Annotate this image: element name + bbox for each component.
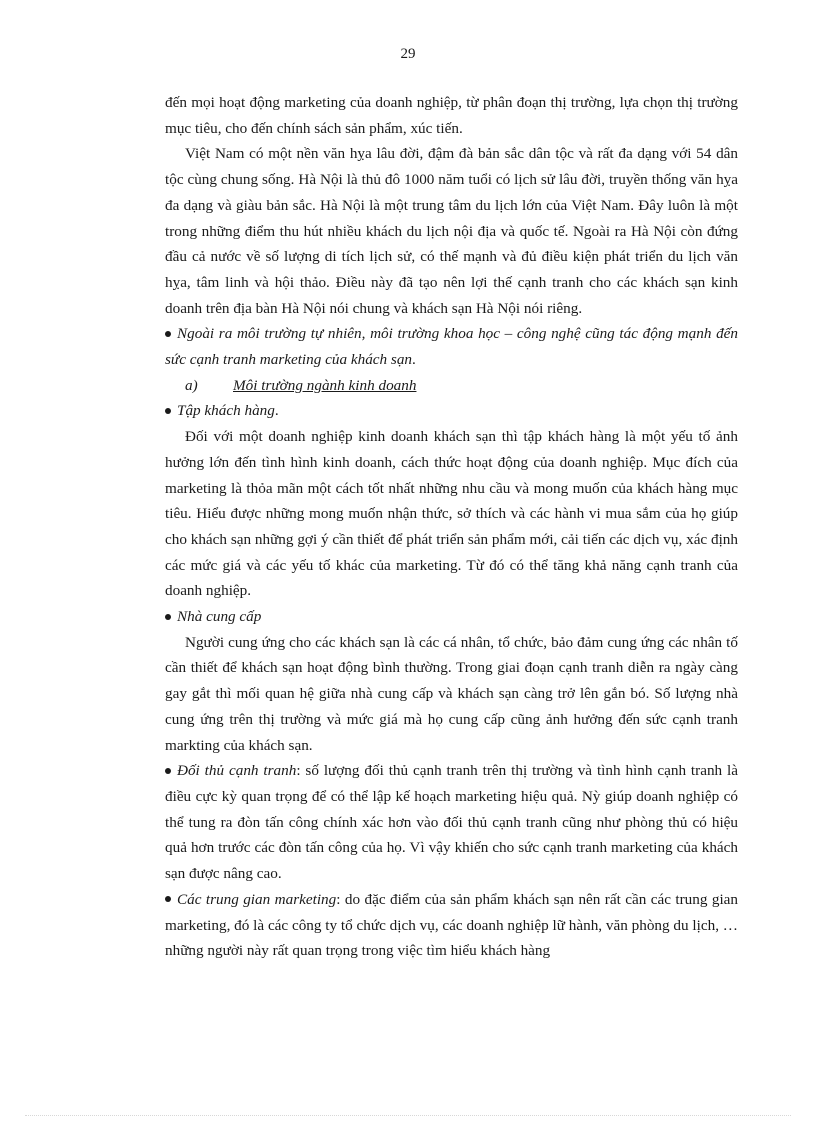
bullet-icon bbox=[165, 614, 171, 620]
bullet-suppliers-label: Nhà cung cấp bbox=[177, 608, 262, 626]
paragraph-customers: Đối với một doanh nghiệp kinh doanh khách sạn thì tập khách hàng là một yếu tố ảnh hưởng lớn đến tình hình kinh doanh, cách thức hoạt động của doanh nghiệp. Mục đích của marketing là thỏa mãn một cách tốt nhất những nhu cầu và mong muốn của khách hàng mục tiêu. Hiểu được những mong muốn nhận thức, sở thích và các hành vi mua sắm của họ giúp cho khách sạn những gợi ý cần thiết để phát triển sản phẩm mới, cải tiến các dịch vụ, xác định các mức giá và các yếu tố khác của marketing. Từ đó có thể tăng khả năng cạnh tranh của doanh nghiệp. bbox=[165, 428, 738, 600]
bullet-icon bbox=[165, 896, 171, 902]
bullet-icon bbox=[165, 331, 171, 337]
paragraph-suppliers: Người cung ứng cho các khách sạn là các cá nhân, tổ chức, bảo đảm cung ứng các nhân tố cần thiết để khách sạn hoạt động bình thường. Trong giai đoạn cạnh tranh diễn ra ngày càng gay gắt thì mối quan hệ giữa nhà cung cấp và khách sạn càng trở lên gắn bó. Số lượng nhà cung ứng trên thị trường và mức giá mà họ cung cấp cũng ảnh hưởng đến sức cạnh tranh markting của khách sạn. bbox=[165, 633, 738, 754]
section-number: a) bbox=[185, 376, 198, 394]
bullet-competitors-label: Đối thủ cạnh tranh bbox=[177, 762, 297, 780]
page-number: 29 bbox=[400, 46, 416, 62]
bullet-customers bbox=[165, 398, 738, 424]
section-title: Môi trường ngành kinh doanh bbox=[233, 376, 417, 394]
bullet-natural-environment-end: . bbox=[412, 351, 416, 369]
paragraph-continuation: đến mọi hoạt động marketing của doanh nghiệp, từ phân đoạn thị trường, lựa chọn thị trường mục tiêu, cho đến chính sách sản phẩm, xúc tiến. bbox=[165, 94, 738, 137]
section-heading bbox=[165, 373, 738, 399]
bullet-suppliers bbox=[165, 604, 738, 630]
bullet-customers-end: . bbox=[274, 402, 279, 420]
paragraph-vietnam-culture: Việt Nam có một nền văn hỵa lâu đời, đậm đà bản sắc dân tộc và rất đa dạng với 54 dân tộc cùng chung sống. Hà Nội là thủ đô 1000 năm tuổi có lịch sử lâu đời, truyền thống văn hỵa đa dạng và giàu bản sắc. Hà Nội là một trung tâm du lịch lớn của Việt Nam. Đây luôn là một trong những điểm thu hút nhiều khách du lịch nội địa và quốc tế. Ngoài ra Hà Nội còn đứng đầu cả nước về số lượng di tích lịch sử, có thế mạnh và đủ điều kiện phát triển du lịch văn hỵa, tâm linh và hội thảo. Điều này đã tạo nên lợi thế cạnh tranh cho các khách sạn kinh doanh trên địa bàn Hà Nội nói chung và khách sạn Hà Nội nói riêng. bbox=[165, 145, 738, 317]
bullet-natural-environment-text: Ngoài ra môi trường tự nhiên, môi trường khoa học – công nghệ cũng tác động mạnh đến sức cạnh tranh marketing của khách sạn bbox=[165, 325, 738, 369]
page-body bbox=[165, 90, 738, 964]
bullet-intermediaries-text: : do đặc điểm của sản phẩm khách sạn nên rất cần các trung gian marketing, đó là các công ty tổ chức dịch vụ, các doanh nghiệp lữ hành, văn phòng du lịch, …những người này rất quan trọng trong việc tìm hiểu khách hàng bbox=[165, 890, 738, 960]
bullet-customers-label: Tập khách hàng bbox=[177, 402, 275, 420]
bullet-competitors bbox=[165, 758, 738, 887]
bullet-intermediaries bbox=[165, 887, 738, 964]
bullet-competitors-text: : số lượng đối thủ cạnh tranh trên thị trường và tình hình cạnh tranh là điều cực kỳ quan trọng để có thể lập kế hoạch marketing hiệu quả. Nỳ giúp doanh nghiệp có thể tung ra đòn tấn công chính xác hơn vào đối thủ cạnh tranh cũng như phòng thủ có hiệu quả hơn trước các đòn tấn công của họ. Vì vậy khiến cho sức cạnh tranh marketing của khách sạn được nâng cao. bbox=[165, 762, 738, 883]
bullet-natural-environment bbox=[165, 321, 738, 372]
bullet-icon bbox=[165, 408, 171, 414]
page-bottom-rule bbox=[25, 1115, 791, 1116]
bullet-intermediaries-label: Các trung gian marketing bbox=[177, 890, 337, 908]
bullet-icon bbox=[165, 768, 171, 774]
